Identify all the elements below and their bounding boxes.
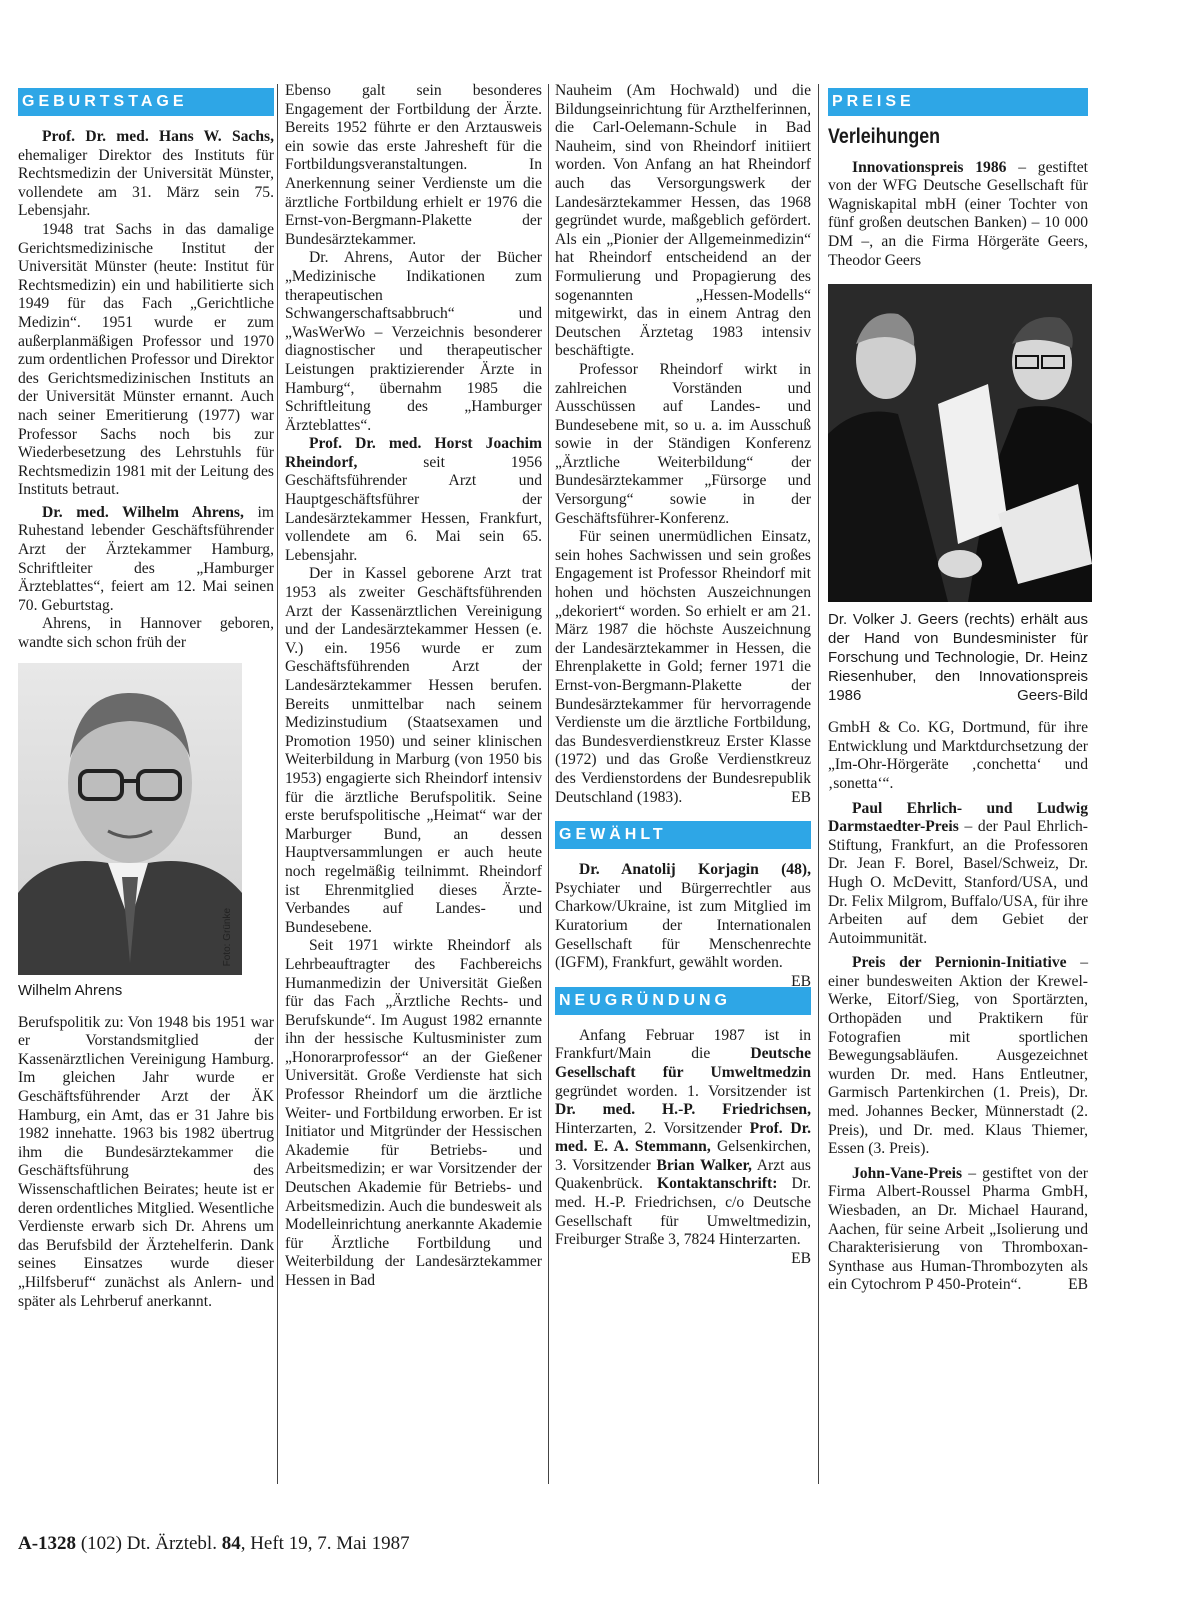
column-1 <box>18 82 274 1311</box>
prize-name: Preis der Pernionin-Initiative <box>852 954 1067 972</box>
footer-text: , Heft 19, 7. Mai 1987 <box>240 1533 410 1554</box>
signature: EB <box>1068 1276 1088 1294</box>
signature: EB <box>791 972 811 990</box>
column-4 <box>828 82 1088 1295</box>
paragraph: Ebenso galt sein besonderes Engagement der Fortbildung der Ärzte. Bereits 1952 führte er den Arztausweis ein sowie das erste Jahresheft für die Fortbildungsveranstaltungen. In Anerkennung seiner Verdienste um die ärztliche Fortbildung erhielt er 1976 die Ernst-von-Bergmann-Plakette der Bundesärztekammer. <box>285 82 542 248</box>
paragraph-text: seit 1956 Geschäftsführender Arzt und Hauptgeschäftsführer der Landesärztekammer Hessen, Frankfurt, vollendete am 6. Mai sein 65. Lebensjahr. <box>285 453 542 564</box>
text: Gelsenkirchen, 3. Vorsitzender <box>555 1138 811 1174</box>
column-2 <box>285 82 542 1291</box>
paragraph <box>828 159 1088 271</box>
paragraph: Der in Kassel geborene Arzt trat 1953 als zweiter Geschäftsführenden Arzt der Kassenärztlichen Vereinigung und der Landesärztekammer Hessen (e. V.) ein. 1956 wurde er zum Geschäftsführenden Arzt der Landesärztekammer Hessen berufen. Bereits unmittelbar nach seinem Medizinstudium (Staatsexamen und Promotion 1950) und seiner klinischen Weiterbildung in Marburg (von 1950 bis 1953) engagierte sich Rheindorf intensiv für die ärztliche Berufspolitik. Seine erste berufspolitische „Heimat“ war der Marburger Bund, an dessen Hauptversammlungen er auch heute noch regelmäßig teilnimmt. Rheindorf ist Ehrenmitglied dieses Ärzte-Verbandes auf Landes- und Bundesebene. <box>285 565 542 936</box>
paragraph: GmbH & Co. KG, Dortmund, für ihre Entwicklung und Marktdurchsetzung der „Im-Ohr-Hörgeräte ‚conchetta‘ und ‚sonetta‘“. <box>828 719 1088 792</box>
section-band-preise: PREISE <box>828 88 1088 116</box>
prize-name: John-Vane-Preis <box>852 1164 963 1182</box>
column-separator <box>818 84 819 1484</box>
column-3 <box>555 82 811 1268</box>
paragraph: Berufspolitik zu: Von 1948 bis 1951 war er Vorstandsmitglied der Kassenärztlichen Vereinigung Hamburg. Im gleichen Jahr wurde er Geschäftsführender Arzt der ÄK Hamburg, ein Amt, das er 31 Jahre bis 1982 innehatte. 1963 bis 1982 übertrug ihm die Bundesärztekammer die Geschäftsführung des Wissenschaftlichen Beirates; heute ist er deren ordentliches Mitglied. Wesentliche Verdienste erwarb sich Dr. Ahrens um das Berufsbild der Ärztehelferin. Dank seines Einsatzes wurde dieser „Hilfsberuf“ zunächst als Anlern- und später als Lehrberuf anerkannt. <box>18 1013 274 1310</box>
paragraph-text: ehemaliger Direktor des Instituts für Rechtsmedizin der Universität Münster, vollendete am 31. März sein 75. Lebensjahr. <box>18 146 274 220</box>
person-name: Dr. Anatolij Korjagin (48), <box>579 861 811 879</box>
portrait-illustration <box>18 663 242 975</box>
paragraph <box>555 528 811 807</box>
person-name: Dr. med. H.-P. Friedrichsen, <box>555 1101 811 1119</box>
paragraph <box>828 954 1088 1159</box>
section-band-gewaehlt: GEWÄHLT <box>555 821 811 849</box>
paragraph-text: Für seinen unermüdlichen Einsatz, sein hohes Sachwissen und sein großes Engagement ist Professor Rheindorf mit hohen und höchsten Auszeichnungen „dekoriert“ worden. So erhielt er am 21. März 1987 die höchste Auszeichnung der Landesärztekammer in Hessen, die Ehrenplakette in Gold; ferner 1971 die Ernst-von-Bergmann-Plakette der Bundesärztekammer für hervorragende Verdienste um die ärztliche Fortbildung, das Bundesverdienstkreuz Erster Klasse (1972) und das Große Verdienstkreuz des Verdienstordens der Bundesrepublik Deutschland (1983). <box>555 528 811 806</box>
photo-caption: Wilhelm Ahrens <box>18 981 123 999</box>
portrait-photo <box>18 663 242 975</box>
contact-label: Kontaktanschrift: <box>657 1175 778 1193</box>
photo-caption <box>828 610 1088 705</box>
paragraph <box>18 504 274 616</box>
paragraph: 1948 trat Sachs in das damalige Gerichtsmedizinische Institut der Universität Münster (heute: Institut für Rechtsmedizin) ein und habilitierte sich 1949 für das Fach „Gerichtliche Medizin“. 1951 wurde er zum außerplanmäßigen Professor und 1970 zum ordentlichen Professor und Direktor des Gerichtsmedizinischen Instituts an der Universität Münster ernannt. Auch nach seiner Emeritierung (1977) war Professor Sachs noch bis zur Wiederbesetzung des Lehrstuhls für Rechtsmedizin 1981 mit der Leitung des Instituts betraut. <box>18 220 274 499</box>
paragraph-text: – der Paul Ehrlich-Stiftung, Frankfurt, an die Professoren Dr. Jean F. Borel, Basel/Schweiz, Dr. Hugh O. McDevitt, Stanford/USA, und Dr. Felix Milgrom, Buffalo/USA, für ihre Arbeiten auf dem Gebiet der Autoimmunität. <box>828 818 1088 947</box>
footer-text: (102) Dt. Ärztebl. <box>76 1533 222 1554</box>
column-separator <box>548 84 549 1484</box>
paragraph <box>828 800 1088 949</box>
person-name: Prof. Dr. med. E. A. Stemmann, <box>555 1119 811 1156</box>
text: Arzt aus Quakenbrück. <box>555 1156 811 1193</box>
paragraph: Seit 1971 wirkte Rheindorf als Lehrbeauftragter des Fachbereichs Humanmedizin der Universität Gießen für das Fach „Ärztliche Rechts- und Berufskunde“. Im August 1982 ernannte ihn der hessische Kultusminister zum „Honorarprofessor“ an der Gießener Universität. Große Verdienste hat sich Professor Rheindorf um die ärztliche Weiter- und Fortbildung erworben. Er ist Initiator und Mitgründer der Hessischen Akademie für Betriebs- und Arbeitsmedizin; er war Vorsitzender der Deutschen Akademie für Betriebs- und Arbeitsmedizin. Auch die bundesweit als Modelleinrichtung anerkannte Akademie für Ärztliche Fortbildung und Weiterbildung der Landesärztekammer Hessen in Bad <box>285 937 542 1289</box>
award-illustration <box>828 284 1092 602</box>
text: Anfang Februar 1987 ist in Frankfurt/Main die <box>555 1026 811 1063</box>
paragraph <box>555 861 811 990</box>
column-separator <box>277 84 278 1484</box>
paragraph-text: – gestiftet von der WFG Deutsche Gesellschaft für Wagniskapital mbH (einer Tochter von fünf großen deutschen Banken) – 10 000 DM –, an die Firma Hörgeräte Geers, Theodor Geers <box>828 158 1088 269</box>
paragraph: Professor Rheindorf wirkt in zahlreichen Vorständen und Ausschüssen auf Landes- und Bundesebene mit, so u. a. im Ausschuß sowie in der Ständigen Konferenz „Ärztliche Weiterbildung“ der Bundesärztekammer „Fürsorge und Versorgung“ sowie in der Geschäftsführer-Konferenz. <box>555 360 811 527</box>
section-band-geburtstage: GEBURTSTAGE <box>18 88 274 116</box>
paragraph: Ahrens, in Hannover geboren, wandte sich schon früh der <box>18 615 274 652</box>
text: Dr. med. H.-P. Friedrichsen, c/o Deutsche Gesellschaft für Umweltmedizin, Freiburger Straße 3, 7824 Hinterzarten. <box>555 1175 812 1249</box>
person-name: Prof. Dr. med. Hans W. Sachs, <box>42 128 274 145</box>
person-name: Brian Walker, <box>656 1156 752 1174</box>
section-heading: Verleihungen <box>828 125 941 148</box>
paragraph-text: im Ruhestand lebender Geschäftsführender Arzt der Ärztekammer Hamburg, Schriftleiter des „Hamburger Ärzteblattes“, feiert am 12. Mai seinen 70. Geburtstag. <box>18 503 274 614</box>
person-name: Prof. Dr. med. Horst Joachim Rheindorf, <box>285 435 542 471</box>
paragraph-text: – gestiftet von der Firma Albert-Roussel Pharma GmbH, Wiesbaden, an Dr. Michael Haurand, Aachen, für seine Arbeit „Isolierung und Charakterisierung von Thromboxan-Synthase aus Human-Thrombozyten als ein Cytochrom P 450-Protein“. <box>828 1164 1088 1294</box>
award-photo <box>828 284 1092 602</box>
section-band-neugruendung: NEUGRÜNDUNG <box>555 987 811 1015</box>
paragraph <box>555 1026 812 1267</box>
photo-credit: Geers-Bild <box>1017 687 1088 705</box>
page-number: A-1328 <box>18 1533 77 1554</box>
signature: EB <box>791 1249 811 1267</box>
prize-name: Innovationspreis 1986 <box>852 158 1007 176</box>
org-name: Deutsche Gesellschaft für Umweltmedzin <box>555 1045 811 1081</box>
paragraph-text: – einer bundesweiten Aktion der Krewel-Werke, Eitorf/Sieg, von Sportärzten, Orthopäden und Praktikern für Fotografien mit sportlichen Bewegungsabläufen. Ausgezeichnet wurden Dr. med. Hans Entleutner, Garmisch Partenkirchen (1. Preis), Dr. med. Johannes Becker, Münnerstadt (2. Preis), und Dr. med. Klaus Thiemer, Essen (3. Preis). <box>828 954 1088 1158</box>
paragraph <box>18 128 274 221</box>
paragraph: Dr. Ahrens, Autor der Bücher „Medizinische Indikationen zum therapeutischen Schwangerschaftsabbruch“ und „WasWerWo – Verzeichnis besonderer diagnostischer und therapeutischer Leistungen praktizierender Ärzte in Hamburg“, übernahm 1985 die Schriftleitung des „Hamburger Ärzteblattes“. <box>285 249 542 434</box>
volume-number: 84 <box>221 1533 241 1554</box>
text: gegründet worden. 1. Vorsitzender ist <box>555 1082 811 1100</box>
paragraph <box>285 435 542 565</box>
paragraph <box>828 1165 1088 1295</box>
text: Hinterzarten, 2. Vorsitzender <box>555 1119 750 1137</box>
paragraph-text: Psychiater und Bürgerrechtler aus Charkow/Ukraine, ist zum Mitglied im Kuratorium der Internationalen Gesellschaft für Menschenrechte (IGFM), Frankfurt, gewählt worden. <box>555 879 811 972</box>
paragraph: Nauheim (Am Hochwald) und die Bildungseinrichtung für Arzthelferinnen, die Carl-Oelemann-Schule in Bad Nauheim, sind von Rheindorf initiiert worden. Von Anfang an hat Rheindorf auch das Versorgungswerk der Landesärztekammer Hessen, das 1968 gegründet wurde, maßgeblich gefördert. Als ein „Pionier der Allgemeinmedizin“ hat Rheindorf entscheidend an der Formulierung und Propagierung des sogenannten „Hessen-Modells“ mitgewirkt, das in einem Antrag den Deutschen Ärztetag 1983 intensiv beschäftigte. <box>555 82 811 360</box>
photo-credit: Foto: Grünke <box>222 908 234 967</box>
person-name: Dr. med. Wilhelm Ahrens, <box>42 503 244 521</box>
page-footer <box>18 1533 410 1555</box>
signature: EB <box>791 788 811 806</box>
caption-text: Dr. Volker J. Geers (rechts) erhält aus der Hand von Bundesminister für Forschung und Technologie, Dr. Heinz Riesenhuber, den Innovationspreis 1986 <box>828 611 1088 705</box>
prize-name: Paul Ehrlich- und Ludwig Darmstaedter-Preis <box>828 799 1088 836</box>
